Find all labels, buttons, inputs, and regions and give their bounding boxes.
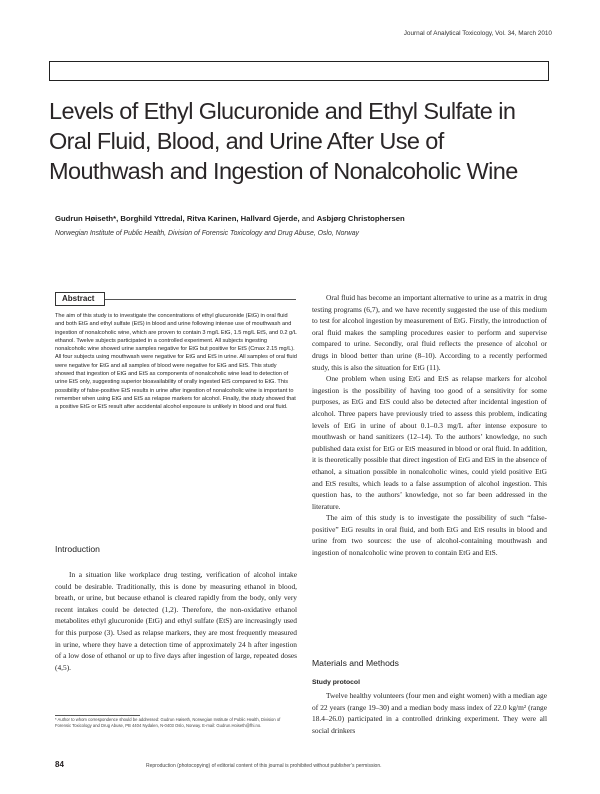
right-column-body — [312, 292, 547, 559]
introduction-paragraph: In a situation like workplace drug testing, verification of alcohol intake could be desirable. Traditionally, this is done by measuring ethanol in blood, breath, or urine, but because ethanol is cleared rapidly from the body, only very recent intakes could be detected (1,2). Therefore, the non-oxidative ethanol metabolites ethyl glucuronide (EtG) and ethyl sulfate (EtS) are increasingly used for this purpose (3). Used as relapse markers, they are most frequently measured in urine, where they have a detection time of approximately 24 h after ingestion of a low dose of ethanol or up to five days after ingestion of large, repeated doses (4,5). — [55, 570, 297, 672]
author-conjunction: and — [299, 214, 317, 223]
introduction-body — [55, 569, 297, 673]
page-number: 84 — [55, 760, 64, 769]
methods-heading: Materials and Methods — [312, 658, 399, 668]
author-names: Gudrun Høiseth*, Borghild Yttredal, Ritva Karinen, Hallvard Gjerde, — [55, 214, 300, 223]
footnote: * Author to whom correspondence should be addressed: Gudrun Høiseth, Norwegian Institute of Public Health, Division of Forensic Toxicology and Drug Abuse, PB 4404 Nydalen, N-0403 Oslo, Norway. E-mail: Gudrun.Hoiseth@fhi.no. — [55, 717, 281, 729]
abstract-text: The aim of this study is to investigate the concentrations of ethyl glucuronide (EtG) in oral fluid and both EtG and ethyl sulfate (EtS) in blood and urine following intense use of mouthwash and ingestion of nonalcoholic wine, which are proven to contain 3 mg/L EtG, 1.5 mg/L EtS, and 0.2 g/L ethanol. Twelve subjects participated in a controlled experiment. All subjects ingesting nonalcoholic wine showed urine samples negative for EtG but positive for EtS (Cmax 2.15 mg/L). All four subjects using mouthwash were negative for EtG and EtS in urine. All samples of oral fluid were negative for EtG and all samples of blood were negative for EtG and EtS. This study showed that ingestion of EtG and EtS as components of nonalcoholic wine lead to detection of urine EtS only, suggesting superior bioavailability of orally ingested EtS compared to EtG. This possibility of false-positive EtS results in urine after ingestion of nonalcoholic wine is important to remember when using EtG and EtS as relapse markers for alcohol. Finally, the study showed that a positive EtG or EtS result after accidental alcohol exposure is unlikely in blood and oral fluid. — [55, 313, 297, 411]
article-title: Levels of Ethyl Glucuronide and Ethyl Sulfate in Oral Fluid, Blood, and Urine After Use of Mouthwash and Ingestion of Nonalcoholic Wine — [49, 98, 518, 184]
affiliation: Norwegian Institute of Public Health, Division of Forensic Toxicology and Drug Abuse, Oslo, Norway — [55, 230, 359, 237]
study-protocol-subheading: Study protocol — [312, 679, 360, 686]
introduction-heading: Introduction — [55, 544, 100, 554]
footnote-rule — [55, 715, 140, 716]
methods-body — [312, 690, 547, 736]
body-paragraph: The aim of this study is to investigate the possibility of such “false-positive” EtG results in oral fluid, and both EtG and EtS results in blood and urine from two sources: the use of alcohol-containing mouthwash and ingestion of nonalcoholic wine proven to contain EtG and EtS. — [312, 513, 547, 558]
reproduction-note: Reproduction (photocopying) of editorial content of this journal is prohibited without publisher’s permission. — [146, 763, 382, 769]
author-list — [55, 214, 405, 223]
body-paragraph: One problem when using EtG and EtS as relapse markers for alcohol ingestion is the possibility of having too good of a sensitivity for some purposes, as EtG and EtS could also be detected after incidental ingestion of alcohol. Three papers have previously tried to assess this problem, indicating levels of EtG in urine of about 0.1–0.3 mg/L after intense exposure to mouthwash or hand sanitizers (12–14). To the authors’ knowledge, no such published data exist for EtG or EtS measured in blood or oral fluid. In addition, it is theoretically possible that direct ingestion of EtG and EtS in the absence of ethanol, a situation possible in nonalcoholic wines, could yield positive EtG and EtS results, which leads to a false assumption of alcohol ingestion. This question has, to the authors’ knowledge, not so far been addressed in the literature. — [312, 374, 547, 511]
author-last: Asbjørg Christophersen — [316, 214, 405, 223]
journal-header: Journal of Analytical Toxicology, Vol. 34, March 2010 — [403, 30, 552, 37]
methods-paragraph: Twelve healthy volunteers (four men and eight women) with a median age of 22 years (range 19–30) and a median body mass index of 22.0 kg/m² (range 18.4–26.0) participated in a controlled drinking experiment. They were all social drinkers — [312, 691, 547, 735]
header-banner-box — [49, 61, 549, 81]
body-paragraph: Oral fluid has become an important alternative to urine as a matrix in drug testing programs (6,7), and we have recently suggested the use of this medium to test for alcohol ingestion by measurement of EtG. Firstly, the introduction of oral fluid makes the sampling procedures easier to perform and supervise compared to urine. Secondly, oral fluid reflects the presence of alcohol or drugs in blood better than urine (8–10). According to a recently performed study, this is also the situation for EtG (11). — [312, 293, 547, 372]
abstract-heading: Abstract — [55, 292, 105, 306]
